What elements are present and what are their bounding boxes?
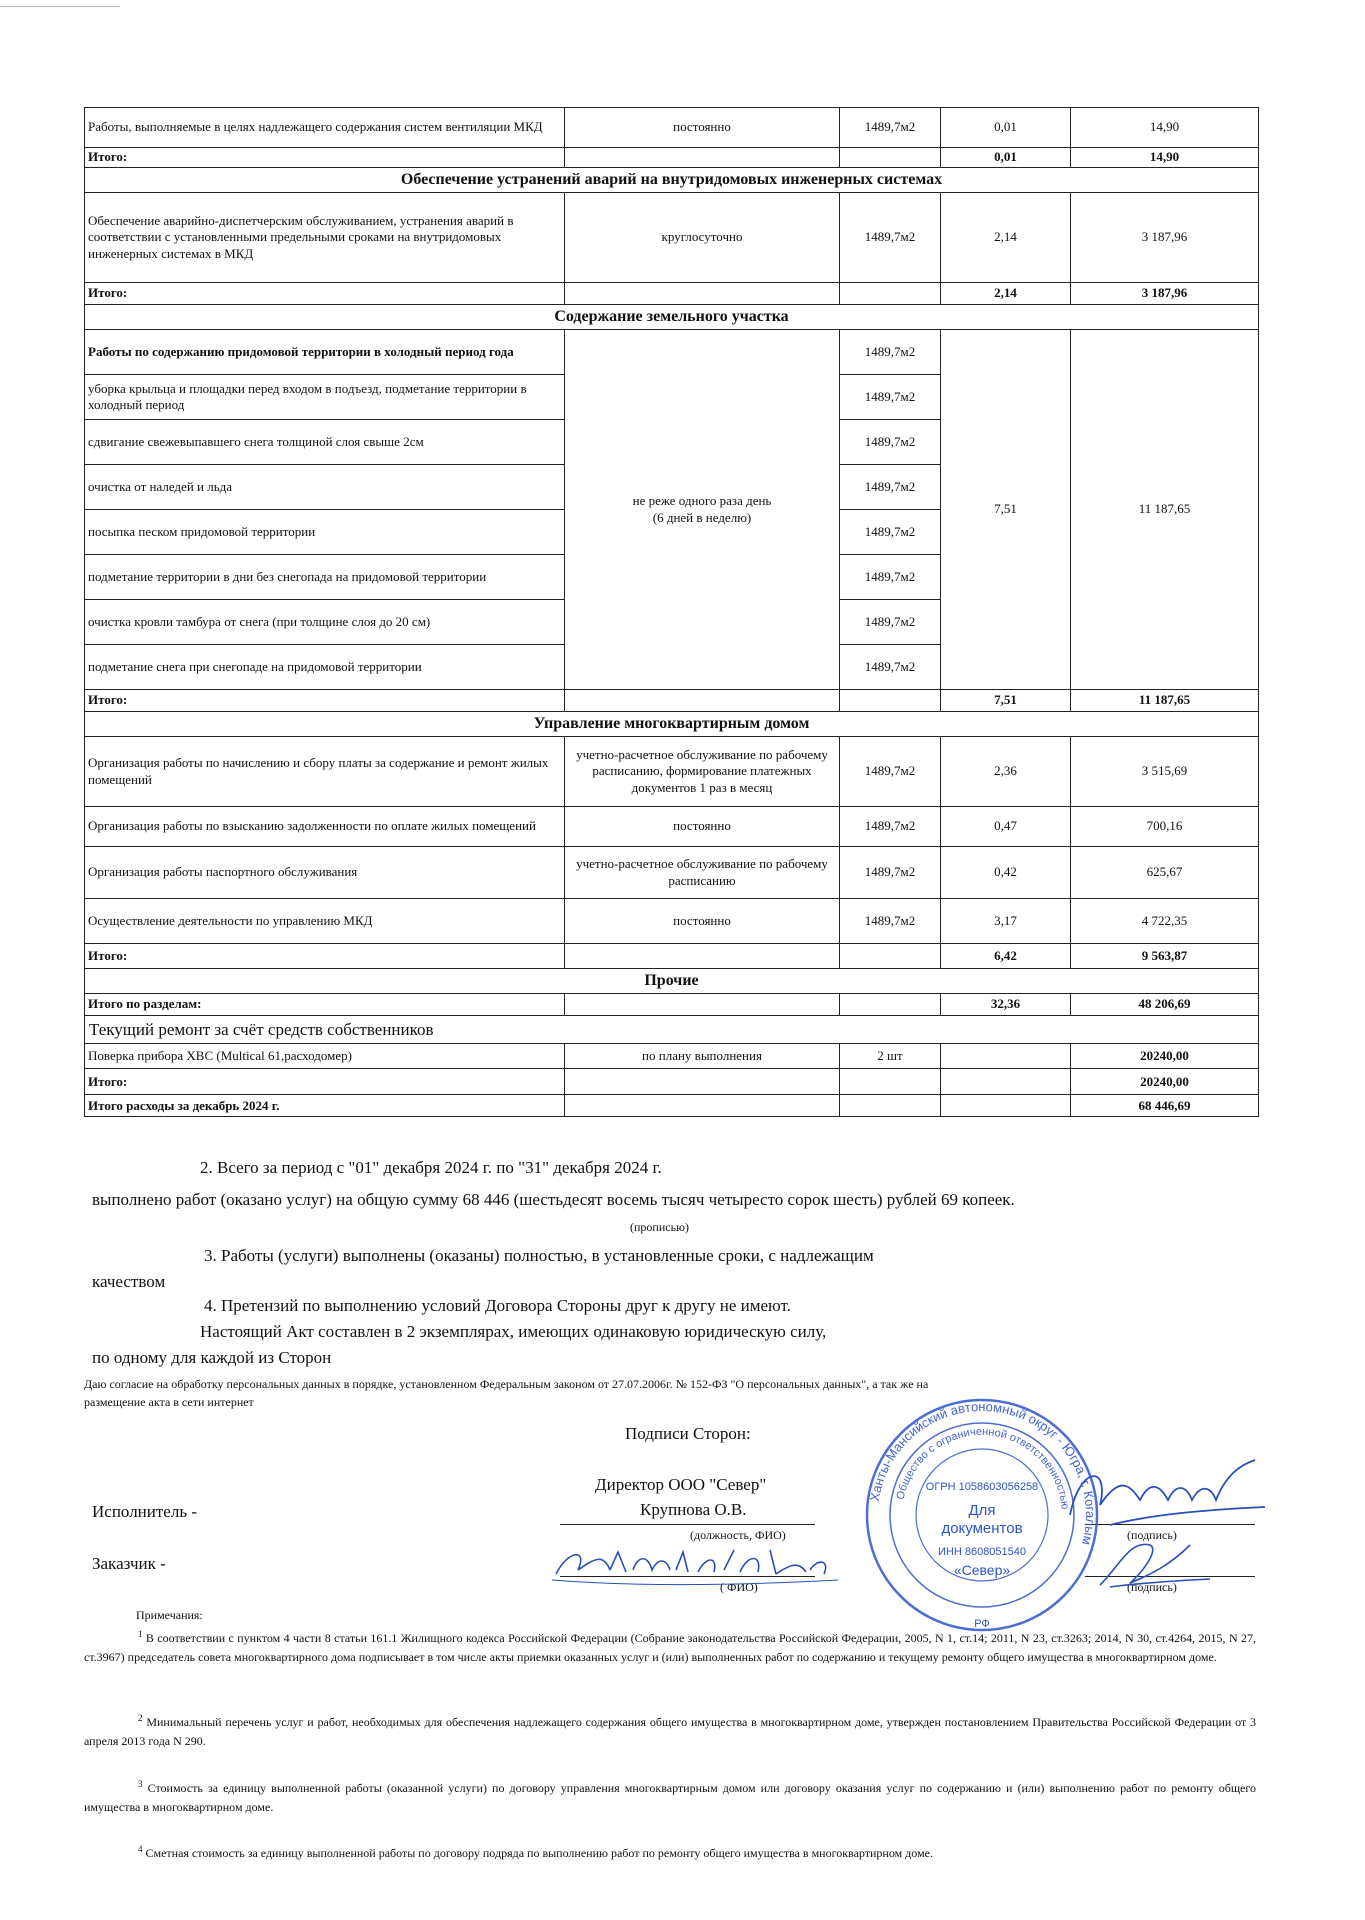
period-line: (6 дней в неделю) — [652, 509, 752, 525]
total-label: Итого: — [85, 944, 565, 969]
paragraph-5: Настоящий Акт составлен в 2 экземплярах, имеющих одинаковую юридическую силу, — [200, 1322, 827, 1341]
total-row — [85, 944, 1259, 969]
total-label: Итого: — [85, 283, 565, 305]
customer-handwriting — [548, 1530, 848, 1590]
work-sum: 3 515,69 — [1071, 737, 1259, 807]
paragraph-3: 3. Работы (услуги) выполнены (оказаны) полностью, в установленные сроки, с надлежащим — [204, 1246, 874, 1265]
total-label: Итого: — [85, 690, 565, 712]
group-sum: 11 187,65 — [1071, 330, 1259, 690]
customer-label: Заказчик - — [92, 1554, 166, 1573]
work-sum: 625,67 — [1071, 847, 1259, 899]
section-title: Обеспечение устранений аварий на внутридомовых инженерных системах — [85, 168, 1259, 193]
paragraph-2: 2. Всего за период с "01" декабря 2024 г. по "31" декабря 2024 г. — [200, 1158, 662, 1177]
work-unit: 1489,7м2 — [840, 847, 941, 899]
footnote-2 — [84, 1712, 1256, 1750]
work-name: посыпка песком придомовой территории — [85, 510, 565, 555]
work-period: круглосуточно — [565, 193, 840, 283]
footnote-text: Сметная стоимость за единицу выполненной работы по договору подряда по выполнению работ по ремонту общего имущества в многоквартирном доме. — [145, 1846, 933, 1860]
table-row — [85, 737, 1259, 807]
executor-position: Директор ООО "Север" — [595, 1475, 767, 1494]
work-name: Поверка прибора ХВС (Multical 61,расходомер) — [85, 1044, 565, 1069]
section-title: Управление многоквартирным домом — [85, 712, 1259, 737]
work-name: очистка от наледей и льда — [85, 465, 565, 510]
section-title: Прочие — [85, 969, 1259, 994]
table-row — [85, 108, 1259, 148]
work-period: постоянно — [565, 108, 840, 148]
stamp-company: «Север» — [953, 1562, 1011, 1578]
total-rate: 32,36 — [941, 994, 1071, 1016]
work-unit: 1489,7м2 — [840, 510, 941, 555]
footnote-1 — [84, 1628, 1256, 1666]
footnote-text: В соответствии с пунктом 4 части 8 статьи 161.1 Жилищного кодекса Российской Федерации (Собрание законодательства Российской Федерации, 2005, N 1, ст.14; 2011, N 23, ст.3263; 2014, N 30, ст.4264, 2015, N 27, ст.3967) председатель совета многоквартирного дома подписывает в том числе акты приемки оказанных услуг и (или) выполненных работ по содержанию и текущему ремонту общего имущества в многоквартирном доме. — [84, 1631, 1257, 1664]
work-rate: 3,17 — [941, 899, 1071, 944]
footnote-4 — [84, 1843, 1256, 1863]
stamp-center-2: документов — [941, 1520, 1023, 1537]
work-name: Осуществление деятельности по управлению МКД — [85, 899, 565, 944]
organization-stamp — [862, 1395, 1102, 1635]
grand-total-row — [85, 1095, 1259, 1117]
executor-caption: (должность, ФИО) — [690, 1528, 786, 1542]
amount-caption: (прописью) — [630, 1220, 690, 1234]
total-rate: 6,42 — [941, 944, 1071, 969]
work-unit: 1489,7м2 — [840, 807, 941, 847]
footnote-marker: 4 — [138, 1844, 143, 1854]
group-rate: 7,51 — [941, 330, 1071, 690]
section-header-row — [85, 305, 1259, 330]
work-name: Работы, выполняемые в целях надлежащего содержания систем вентиляции МКД — [85, 108, 565, 148]
total-sum: 3 187,96 — [1071, 283, 1259, 305]
work-period: постоянно — [565, 899, 840, 944]
footnote-marker: 2 — [138, 1713, 143, 1723]
work-period: учетно-расчетное обслуживание по рабочему расписанию, формирование платежных документов 1 раз в месяц — [565, 737, 840, 807]
work-sum: 20240,00 — [1071, 1044, 1259, 1069]
total-label: Итого по разделам: — [85, 994, 565, 1016]
total-rate: 0,01 — [941, 148, 1071, 168]
paragraph-4: 4. Претензий по выполнению условий Договора Стороны друг к другу не имеют. — [204, 1296, 791, 1315]
svg-text:Общество с ограниченной ответс — [895, 1426, 1071, 1510]
work-unit: 1489,7м2 — [840, 645, 941, 690]
stamp-center-1: Для — [968, 1502, 996, 1519]
work-rate: 2,36 — [941, 737, 1071, 807]
table-row — [85, 899, 1259, 944]
stamp-inn: ИНН 8608051540 — [937, 1546, 1027, 1558]
work-rate: 0,01 — [941, 108, 1071, 148]
total-sum: 48 206,69 — [1071, 994, 1259, 1016]
total-row — [85, 283, 1259, 305]
executor-label: Исполнитель - — [92, 1502, 197, 1521]
section-title: Текущий ремонт за счёт средств собственников — [85, 1016, 1259, 1044]
total-sum: 9 563,87 — [1071, 944, 1259, 969]
work-period: учетно-расчетное обслуживание по рабочему расписанию — [565, 847, 840, 899]
grand-total-label: Итого расходы за декабрь 2024 г. — [85, 1095, 565, 1117]
executor-sign-caption: (подпись) — [1127, 1528, 1177, 1542]
total-rate: 2,14 — [941, 283, 1071, 305]
total-rate: 7,51 — [941, 690, 1071, 712]
table-row — [85, 807, 1259, 847]
customer-signature — [1090, 1535, 1220, 1595]
total-sum: 11 187,65 — [1071, 690, 1259, 712]
section-header-row — [85, 712, 1259, 737]
period-line: не реже одного раза день — [632, 493, 772, 509]
section-header-row — [85, 1016, 1259, 1044]
work-sum: 14,90 — [1071, 108, 1259, 148]
customer-sign-caption: (подпись) — [1127, 1580, 1177, 1594]
total-label: Итого: — [85, 1069, 565, 1095]
consent-line-1: Даю согласие на обработку персональных данных в порядке, установленном Федеральным законом от 27.07.2006г. № 152-ФЗ "О персональных данных", а так же на — [84, 1377, 929, 1391]
stamp-org-text: Общество с ограниченной ответственностью — [894, 1425, 1071, 1511]
footnote-3 — [84, 1778, 1256, 1816]
paragraph-5-cont: по одному для каждой из Сторон — [92, 1348, 332, 1367]
work-name: Организация работы по начислению и сбору платы за содержание и ремонт жилых помещений — [85, 737, 565, 807]
work-name: подметание территории в дни без снегопада на придомовой территории — [85, 555, 565, 600]
footnote-marker: 1 — [138, 1629, 143, 1639]
work-unit: 1489,7м2 — [840, 420, 941, 465]
footnote-text: Минимальный перечень услуг и работ, необходимых для обеспечения надлежащего содержания общего имущества в многоквартирном доме, утвержден постановлением Правительства Российской Федерации от 3 апреля 2013 года N 290. — [84, 1715, 1257, 1748]
total-row — [85, 148, 1259, 168]
work-period: постоянно — [565, 807, 840, 847]
consent-line-2: размещение акта в сети интернет — [84, 1395, 254, 1409]
paragraph-2-amount: выполнено работ (оказано услуг) на общую сумму 68 446 (шестьдесят восемь тысяч четыресто сорок шесть) рублей 69 копеек. — [92, 1190, 1015, 1209]
section-header-row — [85, 168, 1259, 193]
work-sum: 3 187,96 — [1071, 193, 1259, 283]
section-title: Содержание земельного участка — [85, 305, 1259, 330]
work-unit: 1489,7м2 — [840, 193, 941, 283]
work-sum: 4 722,35 — [1071, 899, 1259, 944]
footnote-text: Стоимость за единицу выполненной работы (оказанной услуги) по договору управления многоквартирным домом или договору оказания услуг по содержанию и (или) выполнению работ по ремонту общего имущества в многоквартирном доме. — [84, 1781, 1257, 1814]
group-header: Работы по содержанию придомовой территории в холодный период года — [85, 330, 565, 375]
work-unit: 1489,7м2 — [840, 108, 941, 148]
work-rate: 2,14 — [941, 193, 1071, 283]
work-name: Обеспечение аварийно-диспетчерским обслуживанием, устранения аварий в соответствии с установленными предельными сроками на внутридомовых инженерных системах в МКД — [85, 193, 565, 283]
customer-caption: ( ФИО) — [720, 1580, 758, 1594]
total-row — [85, 994, 1259, 1016]
work-unit: 1489,7м2 — [840, 899, 941, 944]
work-name: Организация работы по взысканию задолженности по оплате жилых помещений — [85, 807, 565, 847]
grand-total-sum: 68 446,69 — [1071, 1095, 1259, 1117]
work-unit: 1489,7м2 — [840, 375, 941, 420]
executor-name: Крупнова О.В. — [640, 1500, 747, 1519]
services-table — [84, 107, 1259, 1117]
scan-edge-line — [0, 6, 120, 7]
total-sum: 20240,00 — [1071, 1069, 1259, 1095]
total-row — [85, 1069, 1259, 1095]
work-name: очистка кровли тамбура от снега (при толщине слоя до 20 см) — [85, 600, 565, 645]
total-sum: 14,90 — [1071, 148, 1259, 168]
table-row — [85, 847, 1259, 899]
work-unit: 1489,7м2 — [840, 465, 941, 510]
section-header-row — [85, 969, 1259, 994]
work-unit: 2 шт — [840, 1044, 941, 1069]
footnote-marker: 3 — [138, 1779, 143, 1789]
paragraph-3-cont: качеством — [92, 1272, 166, 1291]
total-row — [85, 690, 1259, 712]
total-label: Итого: — [85, 148, 565, 168]
group-period — [565, 330, 840, 690]
work-rate: 0,47 — [941, 807, 1071, 847]
stamp-outer-text: Ханты-Мансийский автономный округ - Югра, г. Когалым — [866, 1398, 1099, 1547]
work-unit: 1489,7м2 — [840, 737, 941, 807]
work-name: подметание снега при снегопаде на придомовой территории — [85, 645, 565, 690]
work-period: по плану выполнения — [565, 1044, 840, 1069]
work-unit: 1489,7м2 — [840, 555, 941, 600]
work-unit: 1489,7м2 — [840, 600, 941, 645]
work-name: сдвигание свежевыпавшего снега толщиной слоя свыше 2см — [85, 420, 565, 465]
table-row — [85, 193, 1259, 283]
work-name: уборка крыльца и площадки перед входом в подъезд, подметание территории в холодный период — [85, 375, 565, 420]
work-sum: 700,16 — [1071, 807, 1259, 847]
table-row — [85, 1044, 1259, 1069]
work-name: Организация работы паспортного обслуживания — [85, 847, 565, 899]
table-row — [85, 330, 1259, 375]
signatures-title: Подписи Сторон: — [625, 1424, 751, 1443]
work-unit: 1489,7м2 — [840, 330, 941, 375]
notes-title: Примечания: — [136, 1608, 203, 1622]
executor-position-line — [560, 1524, 815, 1525]
stamp-rf: РФ — [974, 1618, 990, 1630]
stamp-ogrn: ОГРН 1058603056258 — [925, 1481, 1039, 1493]
work-rate: 0,42 — [941, 847, 1071, 899]
